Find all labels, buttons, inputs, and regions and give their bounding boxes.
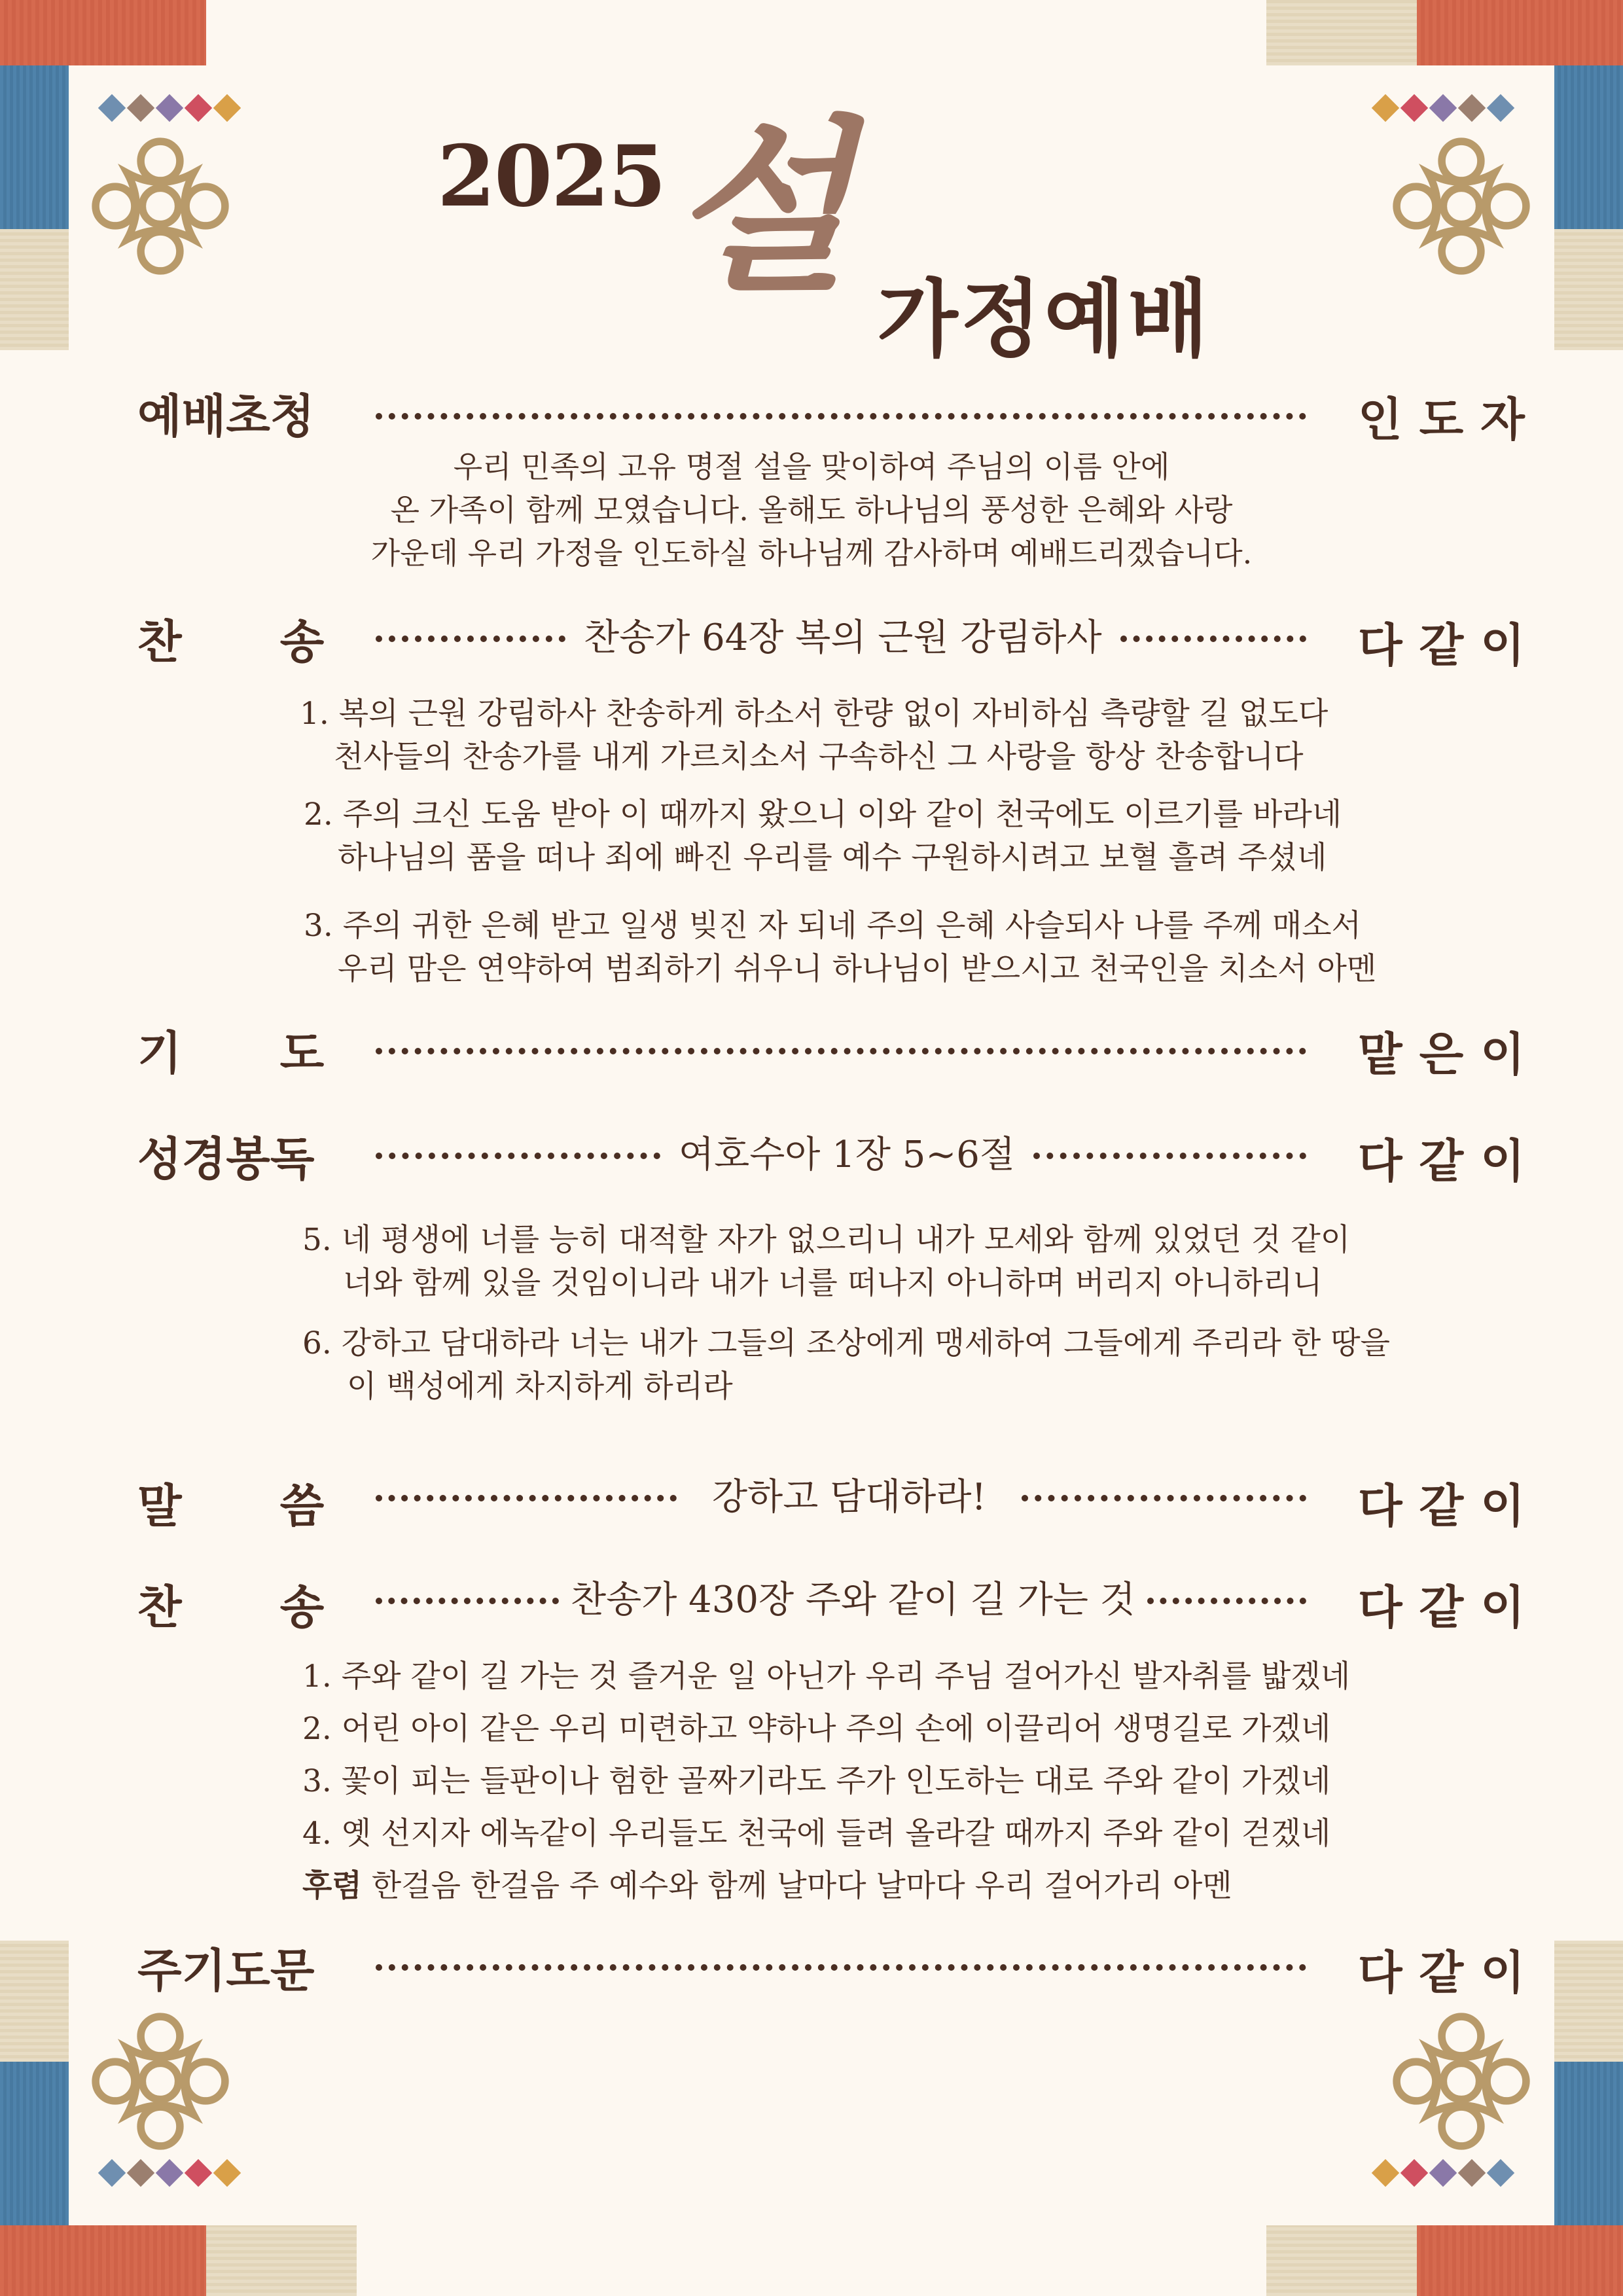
- top-left-red-band: [0, 0, 206, 65]
- invitation-text: [0, 445, 1623, 575]
- hymn2-refrain: [302, 1860, 1350, 1912]
- prayer-label: 기도: [137, 1026, 423, 1080]
- hymn2-verse-2: 2. 어린 아이 같은 우리 미련하고 약하나 주의 손에 이끌리어 생명길로 가겠네: [302, 1711, 1331, 1747]
- top-right-blue-band: [1554, 65, 1623, 229]
- hymn2-verse-3: 3. 꽃이 피는 들판이나 험한 골짜기라도 주가 인도하는 대로 주와 같이 가겠네: [302, 1763, 1331, 1799]
- scripture-verse-5: 5. 네 평생에 너를 능히 대적할 자가 없으리니 내가 모세와 함께 있었던 것 같이 너와 함께 있을 것임이니라 내가 너를 떠나지 아니하며 버리지 아니하리니: [302, 1222, 1351, 1301]
- invitation-line-3: 가운데 우리 가정을 인도하실 하나님께 감사하며 예배드리겠습니다.: [370, 535, 1253, 571]
- top-right-red-band: [1417, 0, 1623, 65]
- invitation-leader: 인도자: [1358, 392, 1542, 446]
- top-left-beige-block: [0, 229, 69, 350]
- knot-ornament-icon: [85, 2006, 236, 2157]
- knot-ornament-icon: [1386, 2006, 1537, 2157]
- hymn1-leader: 다같이: [1358, 618, 1542, 672]
- hymn1-verse-2: 2. 주의 크신 도움 받아 이 때까지 왔으니 이와 같이 천국에도 이르기를 바라네 하나님의 품을 떠나 죄에 빠진 우리를 예수 구원하시려고 보혈 흘려 주셨네: [304, 797, 1342, 876]
- title-sub: 가정예배: [877, 270, 1211, 368]
- bottom-left-blue-band: [0, 2062, 69, 2225]
- sermon-title-line: [366, 1468, 1315, 1520]
- bottom-right-beige-side: [1554, 1941, 1623, 2062]
- knot-ornament-icon: [1386, 131, 1537, 281]
- diamond-row-icon: [1373, 2163, 1513, 2183]
- hymn1-title: 찬송가 64장 복의 근원 강림하사: [584, 617, 1102, 659]
- sermon-label: 말씀: [137, 1479, 423, 1533]
- hymn1-verse-3: 3. 주의 귀한 은혜 받고 일생 빚진 자 되네 주의 은혜 사슬되사 나를 주께 매소서 우리 맘은 연약하여 범죄하기 쉬우니 하나님이 받으시고 천국인을 치소서 아멘: [304, 908, 1377, 987]
- knot-ornament-icon: [85, 131, 236, 281]
- lords-prayer-label: 주기도문: [137, 1943, 315, 1998]
- invitation-line-2: 온 가족이 함께 모였습니다. 올해도 하나님의 풍성한 은혜와 사랑: [390, 492, 1233, 528]
- bottom-left-red-band: [0, 2225, 206, 2296]
- hymn2-title-line: [366, 1571, 1315, 1623]
- invitation-line-1: 우리 민족의 고유 명절 설을 맞이하여 주님의 이름 안에: [453, 449, 1170, 484]
- refrain-text: 한걸음 한걸음 주 예수와 함께 날마다 날마다 우리 걸어가리 아멘: [371, 1868, 1232, 1904]
- scripture-title-line: [366, 1126, 1315, 1178]
- hymn2-label: 찬송: [137, 1580, 423, 1634]
- hymn2-title: 찬송가 430장 주와 같이 길 가는 것: [571, 1579, 1135, 1621]
- title-year: 2025: [437, 128, 666, 226]
- bottom-left-beige-block: [206, 2225, 357, 2296]
- hymn2-verses: [302, 1651, 1350, 1912]
- top-left-blue-band: [0, 65, 69, 229]
- hymn2-verse-1: 1. 주와 같이 길 가는 것 즐거운 일 아닌가 우리 주님 걸어가신 발자취를 밟겠네: [302, 1659, 1351, 1695]
- bottom-right-beige-block: [1266, 2225, 1417, 2296]
- hymn1-label: 찬송: [137, 615, 423, 669]
- diamond-row-icon: [99, 98, 240, 118]
- scripture-label: 성경봉독: [137, 1132, 315, 1186]
- bottom-left-beige-side: [0, 1941, 69, 2062]
- prayer-leader-line: [366, 1021, 1315, 1073]
- diamond-row-icon: [99, 2163, 240, 2183]
- scripture-verse-6: 6. 강하고 담대하라 너는 내가 그들의 조상에게 맹세하여 그들에게 주리라 한 땅을 이 백성에게 차지하게 하리라: [302, 1325, 1391, 1405]
- refrain-label: 후렴: [302, 1868, 362, 1904]
- prayer-leader: 맡은이: [1358, 1027, 1542, 1081]
- hymn1-title-line: [366, 609, 1315, 661]
- scripture-title: 여호수아 1장 5~6절: [679, 1134, 1015, 1176]
- title-main: 설: [671, 98, 851, 317]
- sermon-leader: 다같이: [1358, 1479, 1542, 1533]
- invitation-leader-line: [366, 386, 1315, 439]
- top-right-beige-side: [1554, 229, 1623, 350]
- bottom-right-red-band: [1417, 2225, 1623, 2296]
- diamond-row-icon: [1373, 98, 1513, 118]
- top-right-beige-block: [1266, 0, 1417, 65]
- hymn1-verse-1: 1. 복의 근원 강림하사 찬송하게 하소서 한량 없이 자비하심 측량할 길 없도다 천사들의 찬송가를 내게 가르치소서 구속하신 그 사랑을 항상 찬송합니다: [300, 696, 1329, 775]
- lords-prayer-leader: 다같이: [1358, 1945, 1542, 2000]
- hymn2-verse-4: 4. 옛 선지자 에녹같이 우리들도 천국에 들려 올라갈 때까지 주와 같이 걷겠네: [302, 1816, 1331, 1852]
- scripture-leader: 다같이: [1358, 1134, 1542, 1188]
- invitation-label: 예배초청: [137, 389, 315, 443]
- lords-prayer-leader-line: [366, 1937, 1315, 1990]
- bottom-right-blue-band: [1554, 2062, 1623, 2225]
- hymn2-leader: 다같이: [1358, 1580, 1542, 1634]
- sermon-title: 강하고 담대하라!: [712, 1476, 986, 1518]
